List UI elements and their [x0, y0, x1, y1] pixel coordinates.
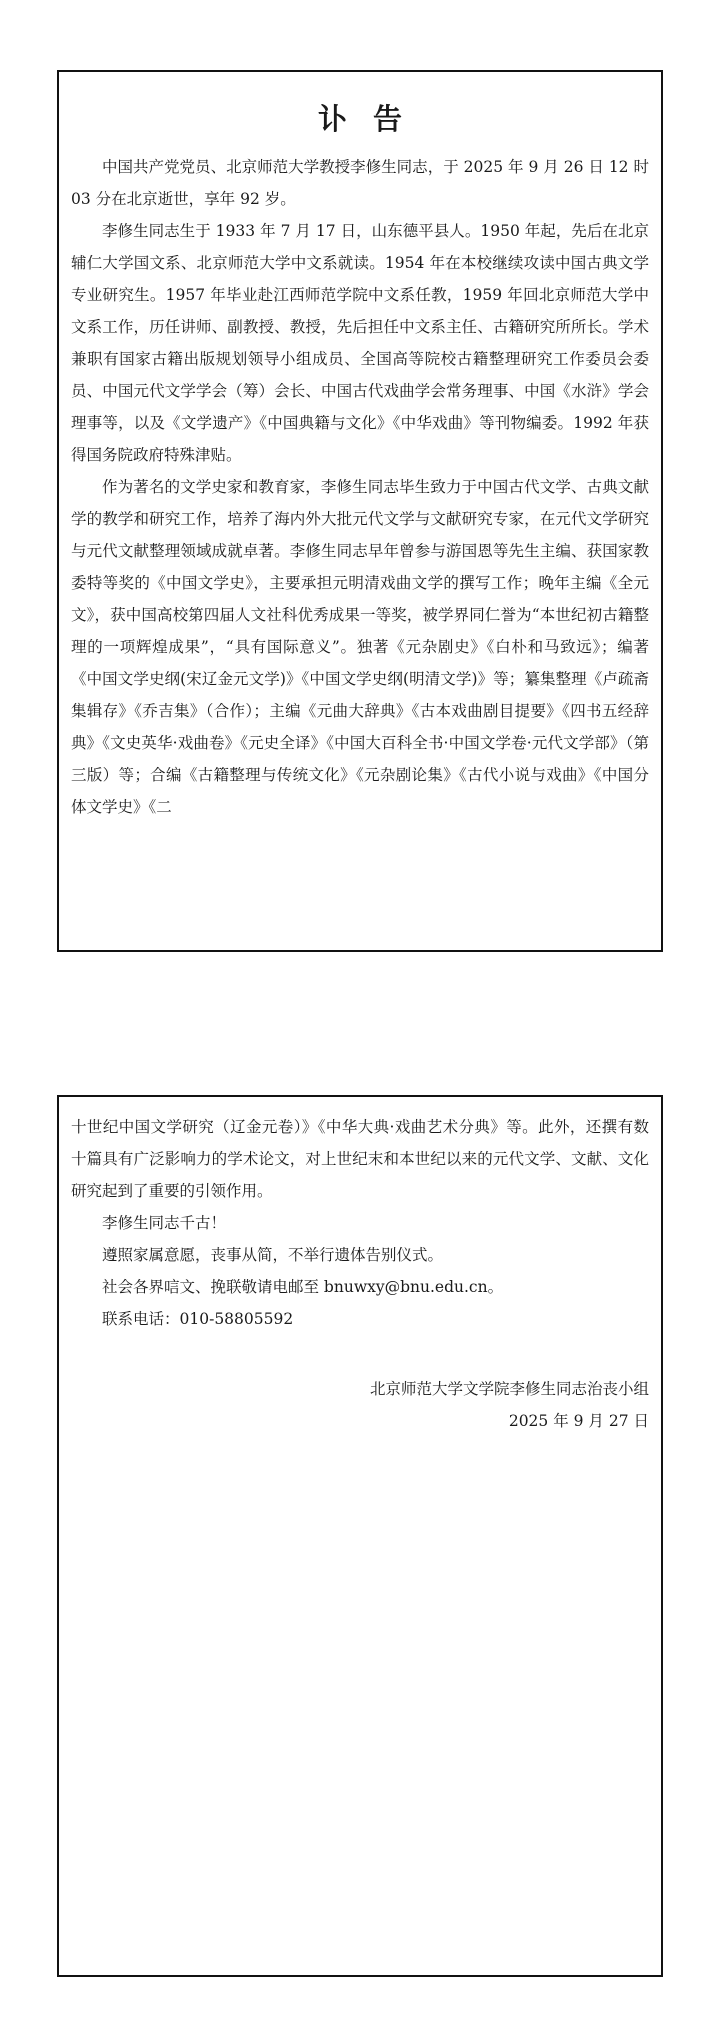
paragraph-achievements: 作为著名的文学史家和教育家，李修生同志毕生致力于中国古代文学、古典文献学的教学和研究工作，培养了海内外大批元代文学与文献研究专家，在元代文学研究与元代文献整理领域成就卓著。李修生同志早年曾参与游国恩等先生主编、获国家教委特等奖的《中国文学史》，主要承担元明清戏曲文学的撰写工作；晚年主编《全元文》，获中国高校第四届人文社科优秀成果一等奖，被学界同仁誉为“本世纪初古籍整理的一项辉煌成果”，“具有国际意义”。独著《元杂剧史》《白朴和马致远》；编著《中国文学史纲(宋辽金元文学)》《中国文学史纲(明清文学)》等；纂集整理《卢疏斋集辑存》《乔吉集》（合作）；主编《元曲大辞典》《古本戏曲剧目提要》《四书五经辞典》《文史英华·戏曲卷》《元史全译》《中国大百科全书·中国文学卷·元代文学部》（第三版）等；合编《古籍整理与传统文化》《元杂剧论集》《古代小说与戏曲》《中国分体文学史》《二: [71, 478, 649, 816]
paragraph-funeral-arrangement: 遵照家属意愿，丧事从简，不举行遗体告别仪式。: [102, 1246, 444, 1264]
paragraph-death-announcement: 中国共产党党员、北京师范大学教授李修生同志，于 2025 年 9 月 26 日 12 时 03 分在北京逝世，享年 92 岁。: [71, 158, 649, 208]
notice-body-page-1: [59, 151, 661, 823]
notice-title: 讣告: [317, 102, 428, 136]
paragraph-biography: 李修生同志生于 1933 年 7 月 17 日，山东德平县人。1950 年起，先后在北京辅仁大学国文系、北京师范大学中文系就读。1954 年在本校继续攻读中国古典文学专业研究生。1957 年毕业赴江西师范学院中文系任教，1959 年回北京师范大学中文系工作，历任讲师、副教授、教授，先后担任中文系主任、古籍研究所所长。学术兼职有国家古籍出版规划领导小组成员、全国高等院校古籍整理研究工作委员会委员、中国元代文学学会（筹）会长、中国古代戏曲学会常务理事、中国《水浒》学会理事等，以及《文学遗产》《中国典籍与文化》《中华戏曲》等刊物编委。1992 年获得国务院政府特殊津贴。: [71, 222, 649, 464]
signature-committee: 北京师范大学文学院李修生同志治丧小组: [369, 1380, 649, 1398]
paragraph-tribute: 李修生同志千古！: [102, 1214, 227, 1232]
signature-block: [59, 1373, 661, 1437]
paragraph-contact-phone: 联系电话：010-58805592: [102, 1310, 294, 1328]
notice-page-2: [57, 1095, 663, 1977]
signature-date: 2025 年 9 月 27 日: [508, 1412, 649, 1430]
paragraph-achievements-continued: 十世纪中国文学研究（辽金元卷）》《中华大典·戏曲艺术分典》等。此外，还撰有数十篇具有广泛影响力的学术论文，对上世纪末和本世纪以来的元代文学、文献、文化研究起到了重要的引领作用。: [71, 1118, 649, 1200]
notice-body-page-2: [59, 1097, 661, 1335]
notice-page-1: [57, 70, 663, 952]
paragraph-condolence-email: 社会各界唁文、挽联敬请电邮至 bnuwxy@bnu.edu.cn。: [102, 1278, 504, 1296]
